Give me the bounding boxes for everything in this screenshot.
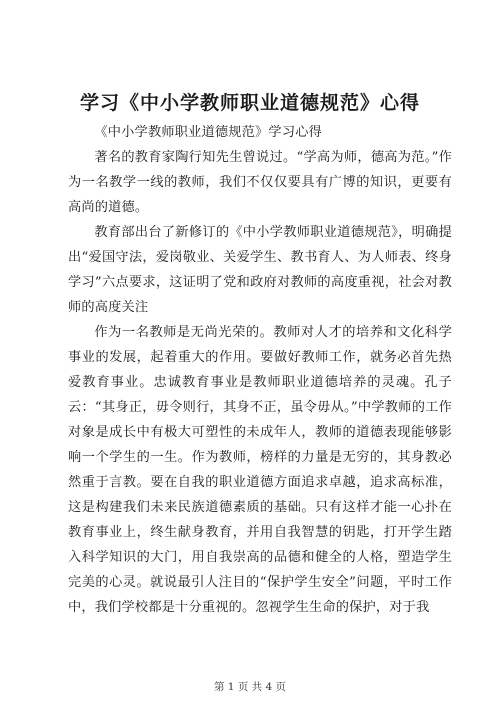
paragraph: 教育部出台了新修订的《中小学教师职业道德规范》，明确提出“爱国守法，爱岗敬业、关爱学生、教书育人、为人师表、终身学习”六点要求，这证明了党和政府对教师的高度重视，社会对教师的高度关注 (68, 225, 452, 315)
paragraph: 著名的教育家陶行知先生曾说过。“学高为师，德高为范。”作为一名教学一线的教师，我们不仅仅要具有广博的知识，更要有高尚的道德。 (68, 150, 452, 215)
page-footer: 第 1 页 共 4 页 (213, 681, 287, 693)
document-title: 学习《中小学教师职业道德规范》心得 (79, 92, 420, 114)
document-subtitle: 《中小学教师职业道德规范》学习心得 (94, 125, 322, 140)
document-body (68, 120, 452, 620)
paragraph: 作为一名教师是无尚光荣的。教师对人才的培养和文化科学事业的发展，起着重大的作用。要做好教师工作，就务必首先热爱教育事业。忠诚教育事业是教师职业道德培养的灵魂。孔子云：“其身正，毋令则行，其身不正，虽令毋从。”中学教师的工作对象是成长中有极大可塑性的未成年人，教师的道德表现能够影响一个学生的一生。作为教师，榜样的力量是无穷的，其身教必然重于言教。要在自我的职业道德方面追求卓越，追求高标准，这是构建我们未来民族道德素质的基础。只有这样才能一心扑在教育事业上，终生献身教育，并用自我智慧的钥匙，打开学生踏入科学知识的大门，用自我崇高的品德和健全的人格，塑造学生完美的心灵。就说最引人注目的“保护学生安全”问题，平时工作中，我们学校都是十分重视的。忽视学生生命的保护，对于我 (68, 325, 452, 615)
